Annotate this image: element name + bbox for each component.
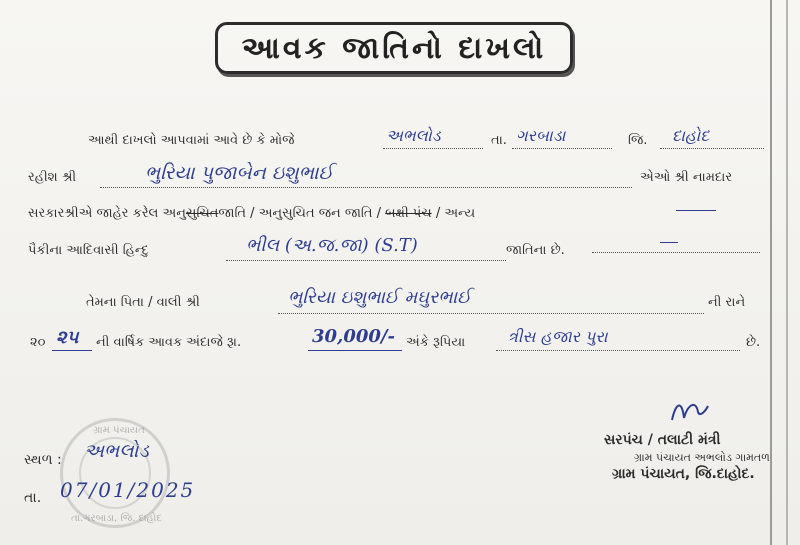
district-line	[660, 148, 764, 149]
page-edge-line-outer	[786, 0, 788, 545]
date-value: 07/01/2025	[60, 478, 196, 502]
end-text: છે.	[746, 335, 761, 350]
district-value: દાહોદ	[672, 126, 710, 145]
amount-line	[308, 350, 402, 351]
panchayat-name: ગ્રામ પંચાયત અભલોડ ગામતળ	[634, 451, 770, 464]
resident-label: રહીશ શ્રી	[28, 170, 77, 185]
year-suffix: ૨૫	[56, 327, 79, 348]
office-name: ગ્રામ પંચાયત, જિ.દાહોદ.	[612, 466, 755, 482]
amount-words-label: અંકે રૂપિયા	[406, 335, 466, 350]
income-label: ની વાર્ષિક આવક અંદાજે રૂા.	[96, 335, 242, 350]
other-blank-line	[676, 210, 716, 211]
applicant-name: ભુરિયા પુજાબેન ઇશુભાઈ	[145, 162, 334, 184]
tribe-prefix: પૈકીના આદિવાસી હિન્દુ	[28, 243, 149, 258]
year-prefix: ૨૦	[30, 335, 46, 350]
amount-words: ત્રીસ હજાર પુરા	[508, 327, 608, 346]
caste-line	[226, 260, 506, 261]
date-label: તા.	[24, 490, 42, 506]
caste-trailing-line	[592, 252, 760, 253]
taluka-label: તા.	[491, 133, 507, 148]
district-label: જિ.	[628, 133, 648, 148]
struck-bakshi: બક્ષી પંચ	[385, 206, 432, 221]
struck-sc: સુચિત	[185, 206, 219, 221]
stamp-bottom-text: તા.ગરબાડા, જિ. દાહોદ	[71, 513, 162, 524]
caste-dash	[660, 242, 678, 243]
year-line	[52, 350, 92, 351]
parent-name: ભુરિયા ઇશુભાઈ મઘુરભાઈ	[288, 287, 472, 308]
village-value: અભલોડ	[386, 126, 441, 145]
signatory-title: સરપંચ / તલાટી મંત્રી	[604, 432, 721, 448]
certificate-title: આવક જાતિનો દાખલો	[215, 22, 573, 74]
taluka-value: ગરબાડા	[516, 126, 566, 145]
caste-category-line: સરકારશ્રીએ જાહેર કરેલ અનુસુચિતજાતિ / અનુસુચિત જન જાતિ / બક્ષી પંચ / અન્ય	[28, 206, 476, 221]
stamp-top-text: ગ્રામ પંચાયત	[93, 425, 145, 436]
signature-mark	[668, 398, 712, 424]
parent-line	[278, 313, 704, 314]
taluka-line	[512, 148, 612, 149]
income-amount: 30,000/-	[312, 326, 395, 347]
place-label: સ્થળ :	[24, 452, 62, 468]
intro-text: આથી દાખલો આપવામાં આવે છે કે મોજે	[88, 133, 295, 148]
place-value: અભલોડ	[84, 440, 149, 462]
parent-suffix: ની રાને	[708, 295, 746, 310]
page-edge-line	[770, 0, 772, 545]
amount-words-line	[496, 350, 740, 351]
parent-label: તેમના પિતા / વાલી શ્રી	[86, 295, 200, 310]
caste-suffix: જાતિના છે.	[506, 243, 565, 258]
caste-value: ભીલ (અ.જ.જા) (S.T)	[246, 235, 418, 256]
panchayat-stamp	[60, 418, 170, 528]
village-line	[383, 148, 483, 149]
respected-suffix: એઓ શ્રી નામદાર	[640, 170, 733, 185]
name-line	[100, 187, 632, 188]
